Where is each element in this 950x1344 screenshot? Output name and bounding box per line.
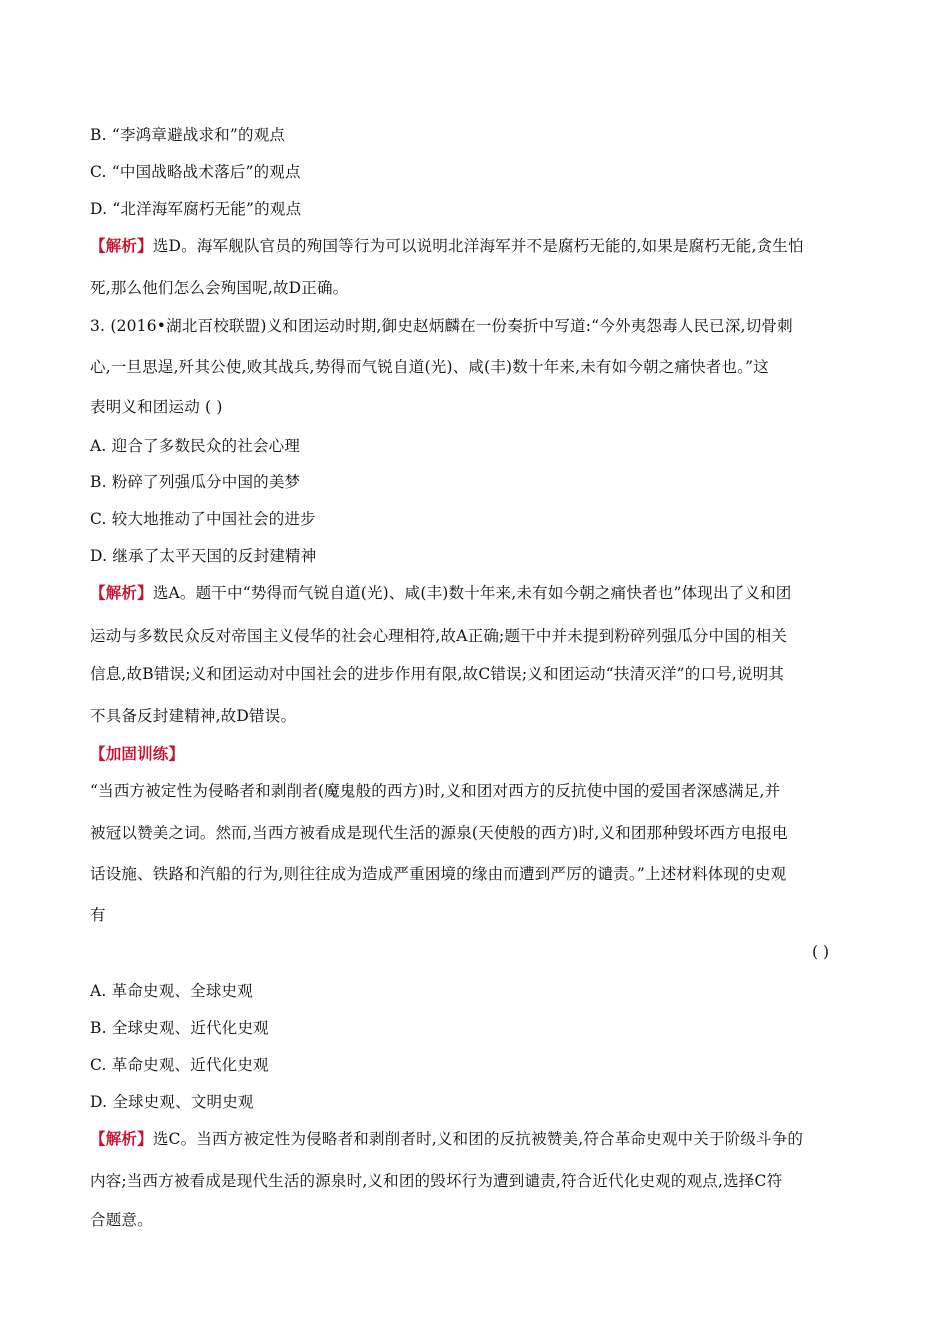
- question-stem: 3. (2016•湖北百校联盟)义和团运动时期,御史赵炳麟在一份奏折中写道:“今外夷怨毒人民已深,切骨刺: [90, 317, 793, 335]
- training-tag: 【加固训练】: [90, 744, 185, 763]
- analysis-line: [90, 583, 870, 603]
- analysis-line: 信息,故B错误;义和团运动对中国社会的进步作用有限,故C错误;义和团运动“扶清灭洋”的口号,说明其: [90, 665, 785, 683]
- analysis-line: [90, 1129, 870, 1149]
- analysis-line: 不具备反封建精神,故D错误。: [90, 707, 297, 725]
- answer-bracket: ( ): [812, 943, 830, 961]
- option-b: B. 全球史观、近代化史观: [90, 1019, 269, 1037]
- option-d: D. 全球史观、文明史观: [90, 1093, 254, 1111]
- analysis-line: 合题意。: [90, 1211, 153, 1229]
- analysis-text: 选A。题干中“势得而气锐自道(光)、咸(丰)数十年来,未有如今朝之痛快者也”体现出了义和团: [152, 584, 792, 602]
- analysis-tag: 【解析】: [90, 236, 153, 255]
- question-stem: 心,一旦思逞,歼其公使,败其战兵,势得而气锐自道(光)、咸(丰)数十年来,未有如今朝之痛快者也。”这: [90, 358, 770, 376]
- option-d: D. 继承了太平天国的反封建精神: [90, 547, 317, 565]
- analysis-text: 选D。海军舰队官员的殉国等行为可以说明北洋海军并不是腐朽无能的,如果是腐朽无能,贪生怕: [152, 237, 804, 255]
- analysis-tag: 【解析】: [90, 1129, 153, 1148]
- option-c: C. “中国战略战术落后”的观点: [90, 163, 301, 181]
- option-b: B. “李鸿章避战求和”的观点: [90, 126, 286, 144]
- option-c: C. 较大地推动了中国社会的进步: [90, 510, 316, 528]
- option-c: C. 革命史观、近代化史观: [90, 1056, 269, 1074]
- analysis-text: 选C。当西方被定性为侵略者和剥削者时,义和团的反抗被赞美,符合革命史观中关于阶级斗争的: [152, 1130, 804, 1148]
- training-stem: “当西方被定性为侵略者和剥削者(魔鬼般的西方)时,义和团对西方的反抗使中国的爱国者深感满足,并: [90, 782, 781, 800]
- analysis-line: 死,那么他们怎么会殉国呢,故D正确。: [90, 279, 349, 297]
- question-stem: 表明义和团运动 ( ): [90, 398, 223, 416]
- training-stem: 话设施、铁路和汽船的行为,则往往成为造成严重困境的缘由而遭到严厉的谴责。”上述材料体现的史观: [90, 865, 787, 883]
- training-stem: 有: [90, 906, 106, 924]
- analysis-line: [90, 236, 870, 256]
- analysis-tag: 【解析】: [90, 583, 153, 602]
- training-stem: 被冠以赞美之词。然而,当西方被看成是现代生活的源泉(天使般的西方)时,义和团那种毁坏西方电报电: [90, 824, 788, 842]
- option-a: A. 革命史观、全球史观: [90, 982, 253, 1000]
- analysis-line: 内容;当西方被看成是现代生活的源泉时,义和团的毁坏行为遭到谴责,符合近代化史观的观点,选择C符: [90, 1172, 783, 1190]
- analysis-line: 运动与多数民众反对帝国主义侵华的社会心理相符,故A正确;题干中并未提到粉碎列强瓜分中国的相关: [90, 627, 788, 645]
- option-d: D. “北洋海军腐朽无能”的观点: [90, 200, 302, 218]
- option-b: B. 粉碎了列强瓜分中国的美梦: [90, 473, 301, 491]
- option-a: A. 迎合了多数民众的社会心理: [90, 437, 301, 455]
